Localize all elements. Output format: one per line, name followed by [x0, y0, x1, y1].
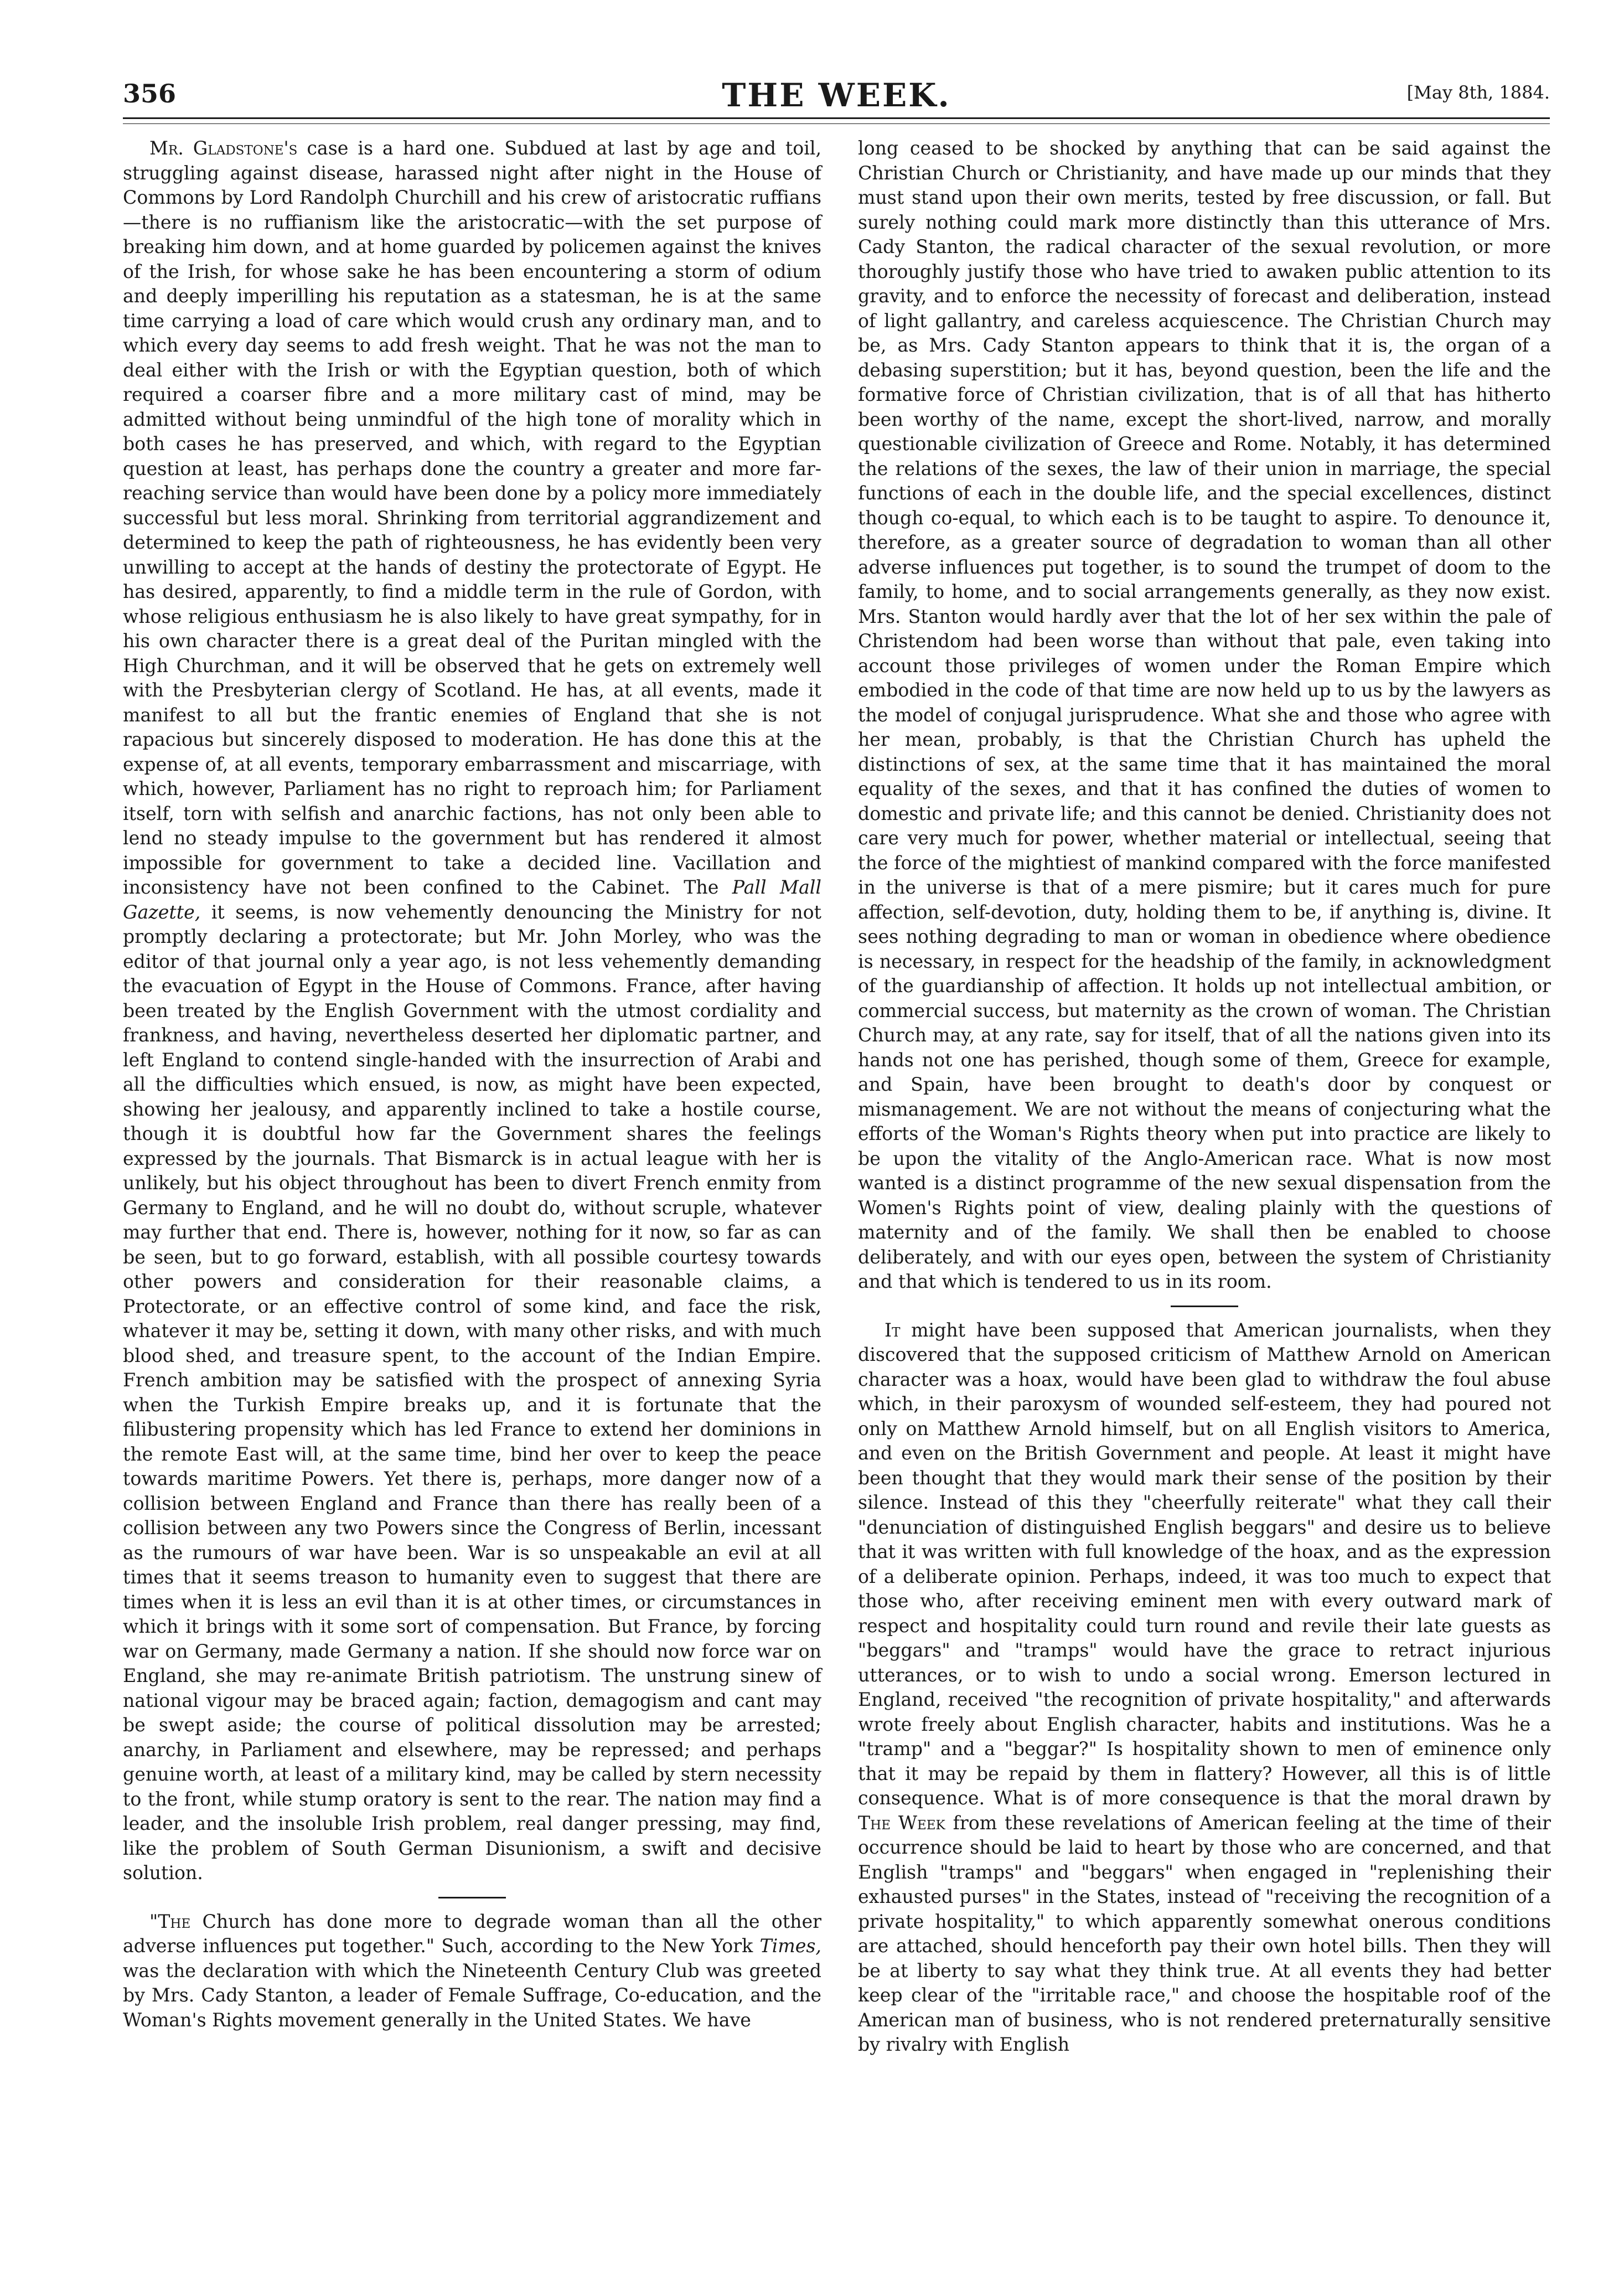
article-gladstone: [123, 136, 821, 1886]
left-column: [123, 136, 821, 2032]
article-lead-words: The: [158, 1910, 191, 1932]
issue-date: [May 8th, 1884.: [1406, 82, 1550, 103]
italic-title: Times,: [759, 1935, 821, 1957]
right-column: [858, 136, 1551, 2057]
journal-title: THE WEEK.: [722, 76, 951, 114]
journal-name-inline: The Week: [858, 1812, 945, 1834]
header-rule: [123, 117, 1550, 124]
article-church-woman: [123, 1910, 821, 2033]
italic-title: Pall Mall Gazette,: [123, 876, 822, 923]
article-separator: [1171, 1306, 1238, 1307]
article-text: might have been supposed that American journalists, when they discovered that the supposed criticism of Matthew Arnold on American character was a hoax, would have been glad to withdraw the foul abuse which, in their paroxysm of wounded self-esteem, they had poured not only on Matthew Arnold himself, but on all English visitors to America, and even on the British Government and people. At least it might have been thought that they would mark their sense of the position by their silence. Instead of this they "cheerfully reiterate" what they call their "denunciation of distinguished English beggars" and desire us to believe that it was written with full knowledge of the hoax, and as the expression of a deliberate opinion. Perhaps, indeed, it was too much to expect that those who, after receiving eminent men with every outward mark of respect and hospitality could turn round and revile their late guests as "beggars" and "tramps" would have the grace to retract injurious utterances, or to wish to undo a social wrong. Emerson lectured in England, received "the recognition of private hospitality," and afterwards wrote freely about English character, habits and institutions. Was he a "tramp" and a "beggar?" Is hospitality shown to men of eminence only that it may be repaid by them in flattery? However, all this is of little consequence. What is of more consequence is that the moral drawn by: [858, 1319, 1551, 1809]
article-american-journalists: [858, 1318, 1551, 2057]
article-text: it seems, is now vehemently denouncing the Ministry for not promptly declaring a protectorate; but Mr. John Morley, who was the editor of that journal only a year ago, is not less vehemently demanding the evacuation of Egypt in the House of Commons. France, after having been treated by the English Government with the utmost cordiality and frankness, and having, nevertheless deserted her diplomatic partner, and left England to contend single-handed with the insurrection of Arabi and all the difficulties which ensued, is now, as might have been expected, showing her jealousy, and apparently inclined to take a hostile course, though it is doubtful how far the Government shares the feelings expressed by the journals. That Bismarck is in actual league with her is unlikely, but his object throughout has been to divert French enmity from Germany to England, and he will no doubt do, without scruple, whatever may further that end. There is, however, nothing for it now, so far as can be seen, but to go forward, establish, with all possible courtesy towards other powers and consideration for their reasonable claims, a Protectorate, or an effective control of some kind, and face the risk, whatever it may be, setting it down, with many other risks, and with much blood shed, and treasure spent, to the account of the Indian Empire. French ambition may be satisfied with the prospect of annexing Syria when the Turkish Empire breaks up, and it is fortunate that the filibustering propensity which has led France to extend her dominions in the remote East will, at the same time, bind her over to keep the peace towards maritime Powers. Yet there is, perhaps, more danger now of a collision between England and France than there has really been of a collision between any two Powers since the Congress of Berlin, incessant as the rumours of war have been. War is so unspeakable an evil at all times that it seems treason to humanity even to suggest that there are times when it is less an evil than it is at other times, or circumstances in which it brings with it some sort of compensation. But France, by forcing war on Germany, made Germany a nation. If she should now force war on England, she may re-animate British patriotism. The unstrung sinew of national vigour may be braced again; faction, demagogism and cant may be swept aside; the course of political dissolution may be arrested; anarchy, in Parliament and elsewhere, may be repressed; and perhaps genuine worth, at least of a military kind, may be called by stern necessity to the front, while stump oratory is sent to the rear. The nation may find a leader, and the insoluble Irish problem, real danger pressing, may find, like the problem of South German Disunionism, a swift and decisive solution.: [123, 901, 821, 1884]
article-text: long ceased to be shocked by anything that can be said against the Christian Church or Christianity, and have made up our minds that they must stand upon their own merits, tested by free discussion, or fall. But surely nothing could mark more distinctly than this utterance of Mrs. Cady Stanton, the radical character of the sexual revolution, or more thoroughly justify those who have tried to awaken public attention to its gravity, and to enforce the necessity of forecast and deliberation, instead of light gallantry, and careless acquiescence. The Christian Church may be, as Mrs. Cady Stanton appears to think that it is, the organ of a debasing superstition; but it has, beyond question, been the life and the formative force of Christian civilization, that is of all that has hitherto been worthy of the name, except the short-lived, narrow, and morally questionable civilization of Greece and Rome. Notably, it has determined the relations of the sexes, the law of their union in marriage, the special functions of each in the double life, and the special excellences, distinct though co-equal, to which each is to be taught to aspire. To denounce it, therefore, as a greater source of degradation to woman than all other adverse influences put together, is to sound the trumpet of doom to the family, to home, and to social arrangements generally, as they now exist. Mrs. Stanton would hardly aver that the lot of her sex within the pale of Christendom had been worse than without that pale, even taking into account those privileges of women under the Roman Empire which embodied in the code of that time are now held up to us by the lawyers as the model of conjugal jurisprudence. What she and those who agree with her mean, probably, is that the Christian Church has upheld the distinctions of sex, at the same time that it has maintained the moral equality of the sexes, and that it has confined the duties of women to domestic and private life; and this cannot be denied. Christianity does not care very much for power, whether material or intellectual, seeing that the force of the mightiest of mankind compared with the force manifested in the universe is that of a mere pismire; but it cares much for pure affection, self-devotion, duty, holding them to be, if anything is, divine. It sees nothing degrading to man or woman in obedience where obedience is necessary, in respect for the headship of the family, in acknowledgment of the guardianship of affection. It holds up not intellectual ambition, or commercial success, but maternity as the crown of woman. The Christian Church may, at any rate, say for itself, that of all the nations given into its hands not one has perished, though some of them, Greece for example, and Spain, have been brought to death's door by conquest or mismanagement. We are not without the means of conjecturing what the efforts of the Woman's Rights theory when put into practice are likely to be upon the vitality of the Anglo-American race. What is now most wanted is a distinct programme of the new sexual dispensation from the Women's Rights point of view, dealing plainly with the questions of maternity and of the family. We shall then be enabled to choose deliberately, and with our eyes open, between the system of Christianity and that which is tendered to us in its room.: [858, 137, 1551, 1292]
article-text: was the declaration with which the Nineteenth Century Club was greeted by Mrs. Cady Stanton, a leader of Female Suffrage, Co-education, and the Woman's Rights movement generally in the United States. We have: [123, 1959, 821, 2031]
opening-quote: ": [149, 1910, 158, 1932]
page-number: 356: [123, 79, 177, 109]
article-separator: [438, 1897, 506, 1898]
article-text: case is a hard one. Subdued at last by age and toil, struggling against disease, harassed night after night in the House of Commons by Lord Randolph Churchill and his crew of aristocratic ruffians —there is no ruffianism like the aristocratic—with the set purpose of breaking him down, and at home guarded by policemen against the knives of the Irish, for whose sake he has been encountering a storm of odium and deeply imperilling his reputation as a statesman, he is at the same time carrying a load of care which would crush any ordinary man, and to which every day seems to add fresh weight. That he was not the man to deal either with the Irish or with the Egyptian question, both of which required a coarser fibre and a more military cast of mind, may be admitted without being unmindful of the high tone of morality which in both cases he has preserved, and which, with regard to the Egyptian question at least, has perhaps done the country a greater and more far-reaching service than would have been done by a policy more immediately successful but less moral. Shrinking from territorial aggrandizement and determined to keep the path of righteousness, he has evidently been very unwilling to accept at the hands of destiny the protectorate of Egypt. He has desired, apparently, to find a middle term in the rule of Gordon, with whose religious enthusiasm he is also likely to have great sympathy, for in his own character there is a great deal of the Puritan mingled with the High Churchman, and it will be observed that he gets on extremely well with the Presbyterian clergy of Scotland. He has, at all events, made it manifest to all but the frantic enemies of England that she is not rapacious but sincerely disposed to moderation. He has done this at the expense of, at all events, temporary embarrassment and miscarriage, with which, however, Parliament has no right to reproach him; for Parliament itself, torn with selfish and anarchic factions, has not only been able to lend no steady impulse to the government but has rendered it almost impossible for government to take a decided line. Vacillation and inconsistency have not been confined to the Cabinet. The: [123, 137, 821, 898]
article-lead-words: It: [885, 1319, 901, 1341]
article-church-woman-continued: [858, 136, 1551, 1294]
article-text: from these revelations of American feeling at the time of their occurrence should be laid to heart by those who are concerned, and that English "tramps" and "beggars" when engaged in "replenishing their exhausted purses" in the States, instead of "receiving the recognition of a private hospitality," to which apparently somewhat onerous conditions are attached, should henceforth pay their own hotel bills. Then they will be at liberty to say what they think true. At all events they had better keep clear of the "irritable race," and choose the hospitable roof of the American man of business, who is not rendered preternaturally sensitive by rivalry with English: [858, 1812, 1551, 2055]
page-header: [123, 76, 1550, 115]
article-lead-words: Mr. Gladstone's: [149, 137, 298, 159]
article-text: Church has done more to degrade woman than all the other adverse influences put together." Such, according to the New York: [123, 1910, 821, 1957]
